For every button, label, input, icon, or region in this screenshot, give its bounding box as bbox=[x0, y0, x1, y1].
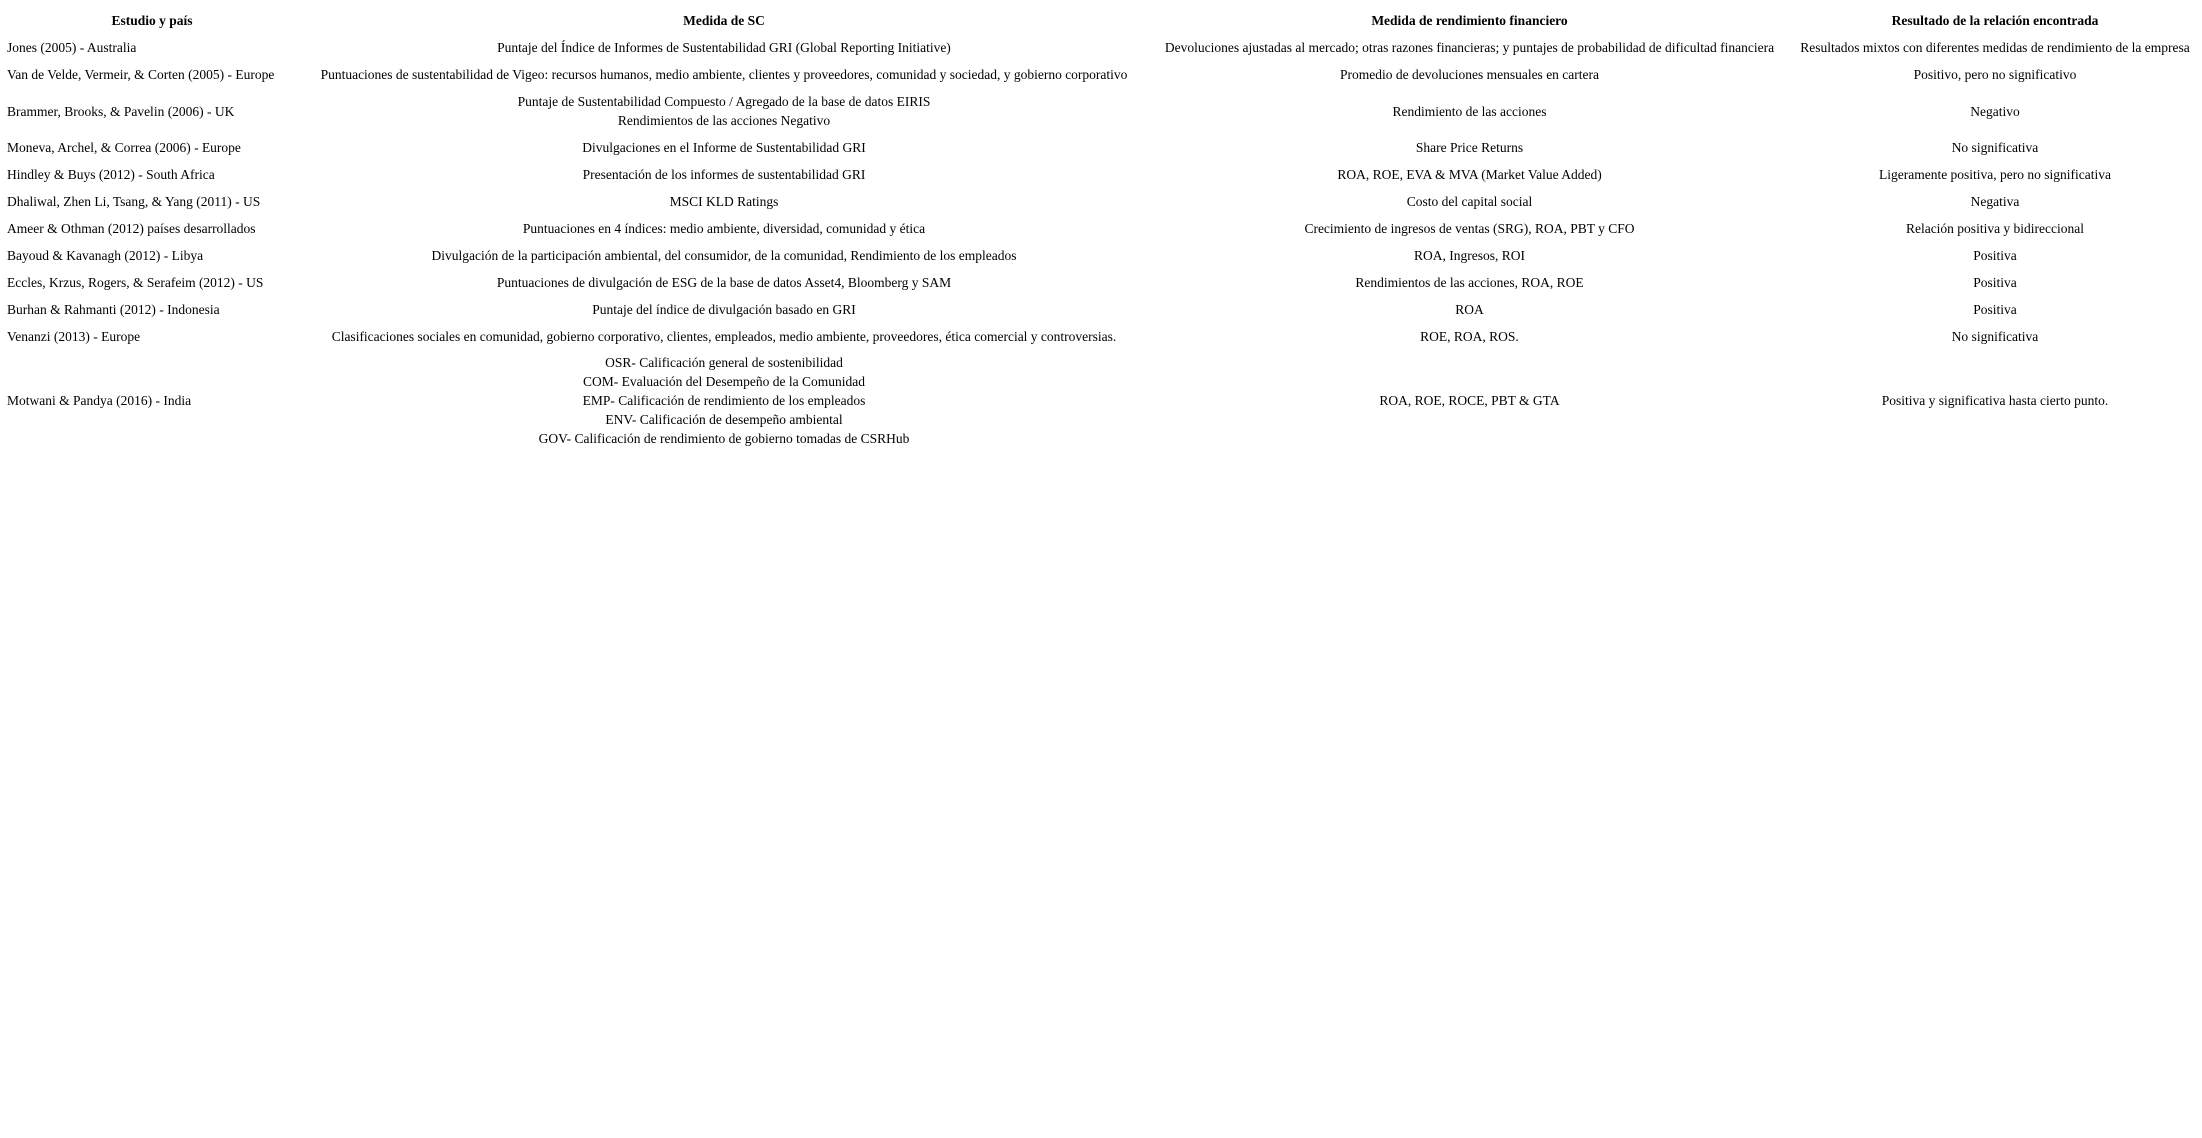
header-sc-measure: Medida de SC bbox=[683, 13, 765, 28]
cell-text-line: OSR- Calificación general de sostenibilidad bbox=[605, 355, 843, 370]
table-row bbox=[6, 189, 2199, 214]
cell-study: Brammer, Brooks, & Pavelin (2006) - UK bbox=[7, 103, 235, 119]
cell-text-line: Puntaje del índice de divulgación basado en GRI bbox=[592, 302, 856, 317]
cell-text-line: Puntaje de Sustentabilidad Compuesto / Agregado de la base de datos EIRIS bbox=[517, 94, 931, 109]
cell-result: Positivo, pero no significativo bbox=[1913, 67, 2077, 82]
table-row bbox=[6, 297, 2199, 322]
cell-financial-measure: Promedio de devoluciones mensuales en cartera bbox=[1339, 67, 1600, 82]
cell-sc-measure bbox=[300, 135, 1148, 160]
table-row bbox=[6, 89, 2199, 133]
cell-text-line: MSCI KLD Ratings bbox=[669, 194, 779, 209]
cell-financial-measure: Devoluciones ajustadas al mercado; otras razones financieras; y puntajes de probabilidad de dificultad financiera bbox=[1164, 40, 1775, 55]
cell-result: Resultados mixtos con diferentes medidas de rendimiento de la empresa bbox=[1800, 40, 2190, 55]
table-row bbox=[6, 243, 2199, 268]
cell-text-line: Puntuaciones de sustentabilidad de Vigeo: recursos humanos, medio ambiente, clientes y proveedores, comunidad y sociedad, y gobierno corporativo bbox=[320, 67, 1128, 82]
cell-financial-measure: ROA, Ingresos, ROI bbox=[1414, 248, 1525, 263]
cell-study: Eccles, Krzus, Rogers, & Serafeim (2012) - US bbox=[7, 275, 264, 290]
cell-study: Hindley & Buys (2012) - South Africa bbox=[7, 167, 215, 182]
cell-result: Positiva bbox=[1973, 302, 2017, 317]
cell-text-line: Divulgaciones en el Informe de Sustentabilidad GRI bbox=[582, 140, 866, 155]
cell-sc-measure bbox=[300, 270, 1148, 295]
table-row bbox=[6, 62, 2199, 87]
cell-study: Jones (2005) - Australia bbox=[7, 40, 137, 55]
table-row bbox=[6, 216, 2199, 241]
table-row bbox=[6, 270, 2199, 295]
cell-sc-measure bbox=[300, 89, 1148, 133]
header-study-country: Estudio y país bbox=[111, 13, 193, 28]
cell-result: Ligeramente positiva, pero no significativa bbox=[1878, 167, 2112, 182]
cell-result: Positiva bbox=[1973, 275, 2017, 290]
cell-financial-measure: Rendimientos de las acciones, ROA, ROE bbox=[1355, 275, 1584, 290]
cell-study: Bayoud & Kavanagh (2012) - Libya bbox=[7, 248, 204, 263]
cell-study: Burhan & Rahmanti (2012) - Indonesia bbox=[7, 302, 220, 317]
cell-result: No significativa bbox=[1951, 329, 2039, 344]
cell-result: Positiva y significativa hasta cierto punto. bbox=[1881, 393, 2109, 408]
cell-sc-measure bbox=[300, 351, 1148, 450]
cell-text-line: COM- Evaluación del Desempeño de la Comunidad bbox=[583, 374, 865, 389]
table-row bbox=[6, 351, 2199, 450]
cell-financial-measure: ROA, ROE, ROCE, PBT & GTA bbox=[1379, 393, 1560, 408]
cell-financial-measure: Costo del capital social bbox=[1406, 194, 1533, 209]
table-row bbox=[6, 324, 2199, 349]
studies-table bbox=[4, 6, 2201, 452]
cell-result: Positiva bbox=[1973, 248, 2017, 263]
cell-text-line: Puntuaciones en 4 índices: medio ambiente, diversidad, comunidad y ética bbox=[522, 221, 926, 236]
table-row bbox=[6, 135, 2199, 160]
cell-financial-measure: ROA, ROE, EVA & MVA (Market Value Added) bbox=[1337, 167, 1602, 182]
cell-study: Ameer & Othman (2012) países desarrollados bbox=[7, 221, 256, 236]
header-financial-measure: Medida de rendimiento financiero bbox=[1371, 13, 1568, 28]
cell-text-line: Rendimientos de las acciones Negativo bbox=[617, 113, 831, 128]
cell-text-line: ENV- Calificación de desempeño ambiental bbox=[605, 412, 843, 427]
cell-study: Dhaliwal, Zhen Li, Tsang, & Yang (2011) - US bbox=[7, 194, 261, 209]
cell-text-line: GOV- Calificación de rendimiento de gobierno tomadas de CSRHub bbox=[538, 431, 910, 446]
cell-text-line: Divulgación de la participación ambiental, del consumidor, de la comunidad, Rendimiento de los empleados bbox=[431, 248, 1017, 263]
header-relationship-result: Resultado de la relación encontrada bbox=[1891, 13, 2099, 28]
cell-financial-measure: ROE, ROA, ROS. bbox=[1420, 329, 1519, 344]
cell-sc-measure bbox=[300, 35, 1148, 60]
cell-sc-measure bbox=[300, 216, 1148, 241]
cell-study: Motwani & Pandya (2016) - India bbox=[7, 393, 192, 408]
table-row bbox=[6, 162, 2199, 187]
cell-study: Van de Velde, Vermeir, & Corten (2005) - Europe bbox=[7, 67, 275, 82]
cell-result: Relación positiva y bidireccional bbox=[1905, 221, 2085, 236]
cell-sc-measure bbox=[300, 243, 1148, 268]
cell-text-line: Puntuaciones de divulgación de ESG de la base de datos Asset4, Bloomberg y SAM bbox=[496, 275, 952, 290]
cell-sc-measure bbox=[300, 189, 1148, 214]
cell-study: Moneva, Archel, & Correa (2006) - Europe bbox=[7, 140, 241, 155]
cell-sc-measure bbox=[300, 62, 1148, 87]
cell-result: Negativa bbox=[1970, 194, 2020, 209]
cell-result: Negativo bbox=[1970, 103, 2020, 119]
table-row bbox=[6, 35, 2199, 60]
cell-sc-measure bbox=[300, 162, 1148, 187]
cell-financial-measure: Share Price Returns bbox=[1415, 140, 1524, 155]
cell-text-line: Puntaje del Índice de Informes de Sustentabilidad GRI (Global Reporting Initiative) bbox=[497, 40, 951, 55]
cell-text-line: EMP- Calificación de rendimiento de los empleados bbox=[582, 393, 866, 408]
cell-financial-measure: Crecimiento de ingresos de ventas (SRG), ROA, PBT y CFO bbox=[1304, 221, 1635, 236]
cell-sc-measure bbox=[300, 297, 1148, 322]
cell-text-line: Clasificaciones sociales en comunidad, gobierno corporativo, clientes, empleados, medio ambiente, proveedores, ética comercial y controversias. bbox=[331, 329, 1117, 344]
cell-sc-measure bbox=[300, 324, 1148, 349]
cell-text-line: Presentación de los informes de sustentabilidad GRI bbox=[582, 167, 866, 182]
cell-study: Venanzi (2013) - Europe bbox=[7, 329, 141, 344]
studies-table-container bbox=[4, 6, 2201, 452]
table-header-row bbox=[6, 8, 2199, 33]
cell-result: No significativa bbox=[1951, 140, 2039, 155]
cell-financial-measure: Rendimiento de las acciones bbox=[1392, 103, 1547, 119]
cell-financial-measure: ROA bbox=[1455, 302, 1484, 317]
